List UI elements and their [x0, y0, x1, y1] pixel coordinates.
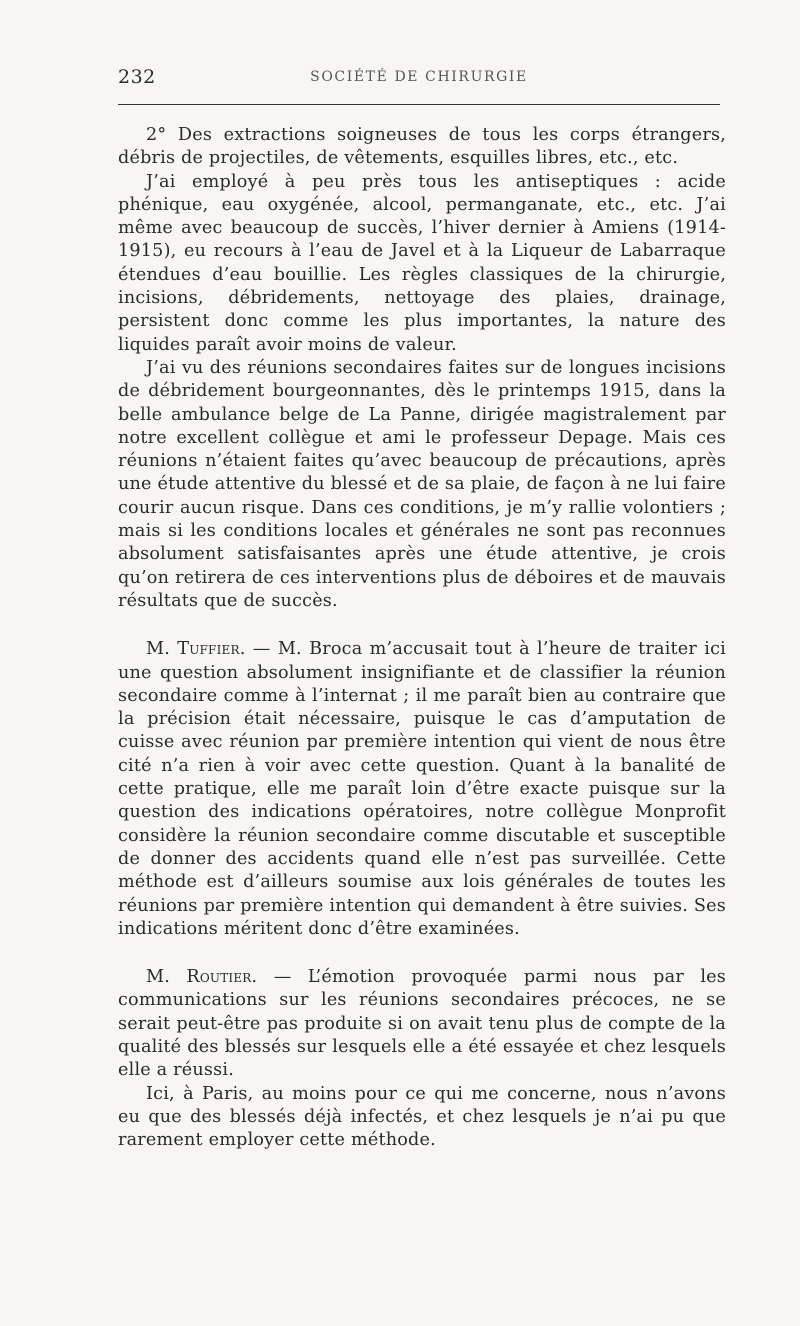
paragraph-tuffier: [118, 638, 726, 941]
body-text: [118, 124, 726, 1152]
paragraph-text: — M. Broca m’accusait tout à l’heure de traiter ici une question absolument insignifiante et de classifier la réunion secondaire comme à l’internat ; il me paraît bien au contraire que la précision était nécessaire, puisque le cas d’amputation de cuisse avec réunion par première intention qui vient de nous être cité n’a rien à voir avec cette question. Quant à la banalité de cette pratique, elle me paraît loin d’être exacte puisque sur la question des indications opératoires, notre collègue Monprofit considère la réunion secondaire comme discutable et susceptible de donner des accidents quand elle n’est pas surveillée. Cette méthode est d’ailleurs soumise aux lois générales de toutes les réunions par première intention qui demandent à être suivies. Ses indications méritent donc d’être examinées.: [118, 639, 727, 939]
paragraph-reunions-secondaires: J’ai vu des réunions secondaires faites sur de longues incisions de débridement bourgeonnantes, dès le printemps 1915, dans la belle ambulance belge de La Panne, dirigée magistralement par notre excellent collègue et ami le professeur Depage. Mais ces réunions n’étaient faites qu’avec beaucoup de précautions, après une étude attentive du blessé et de sa plaie, de façon à ne lui faire courir aucun risque. Dans ces conditions, je m’y rallie volontiers ; mais si les conditions locales et générales ne sont pas reconnues absolument satisfaisantes après une étude attentive, je crois qu’on retirera de ces interventions plus de déboires et de mauvais résultats que de succès.: [118, 357, 726, 611]
paragraph-paris: Ici, à Paris, au moins pour ce qui me concerne, nous n’avons eu que des blessés déjà infectés, et chez lesquels je n’ai pu que rarement employer cette méthode.: [118, 1083, 726, 1151]
header-rule: [118, 104, 720, 105]
page-header: [118, 66, 720, 92]
paragraph-text: — L’émotion provoquée parmi nous par les communications sur les réunions secondaires précoces, ne se serait peut-être pas produite si on avait tenu plus de compte de la qualité des blessés sur lesquels elle a été essayée et chez lesquels elle a réussi.: [118, 967, 726, 1081]
paragraph-extractions: 2° Des extractions soigneuses de tous les corps étrangers, débris de projectiles, de vêtements, esquilles libres, etc., etc.: [118, 125, 726, 169]
speaker-name: M. Tuffier.: [146, 639, 246, 660]
running-head: SOCIÉTÉ DE CHIRURGIE: [310, 69, 528, 85]
paragraph-antiseptiques: J’ai employé à peu près tous les antiseptiques : acide phénique, eau oxygénée, alcool, permanganate, etc., etc. J’ai même avec beaucoup de succès, l’hiver dernier à Amiens (1914-1915), eu recours à l’eau de Javel et à la Liqueur de Labarraque étendues d’eau bouillie. Les règles classiques de la chirurgie, incisions, débridements, nettoyage des plaies, drainage, persistent donc comme les plus importantes, la nature des liquides paraît avoir moins de valeur.: [118, 171, 726, 355]
paragraph-routier: [118, 966, 726, 1082]
page-number: 232: [118, 66, 156, 88]
speaker-name: M. Routier.: [146, 967, 258, 988]
